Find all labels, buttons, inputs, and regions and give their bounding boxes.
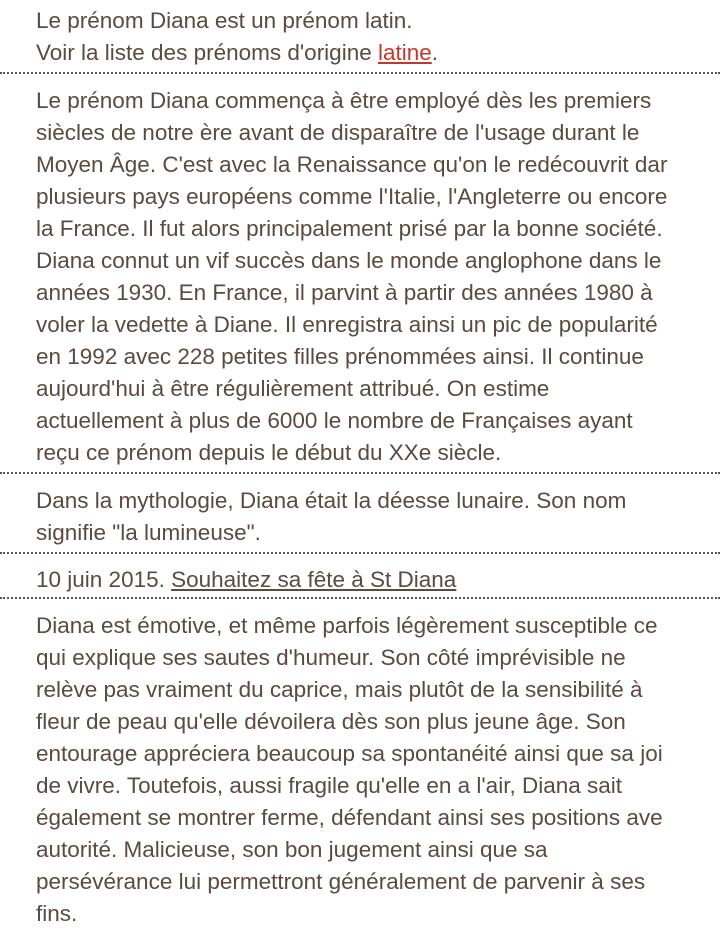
origin-list-suffix: .	[431, 40, 439, 65]
fete-section	[0, 554, 720, 599]
latin-origin-link[interactable]: latine	[377, 40, 432, 65]
history-line: actuellement à plus de 6000 le nombre de Françaises ayant	[36, 408, 633, 433]
history-section	[0, 74, 720, 474]
history-line: reçu ce prénom depuis le début du XXe siècle.	[36, 440, 502, 465]
personality-line: de vivre. Toutefois, aussi fragile qu'elle en a l'air, Diana sait	[36, 773, 622, 798]
personality-line: également se montrer ferme, défendant ainsi ses positions ave	[36, 805, 663, 830]
personality-line: Diana est émotive, et même parfois légèrement susceptible ce	[36, 613, 658, 638]
mythology-line: Dans la mythologie, Diana était la déesse lunaire. Son nom	[36, 488, 627, 513]
personality-line: qui explique ses sautes d'humeur. Son côté imprévisible ne	[36, 645, 626, 670]
history-line: aujourd'hui à être régulièrement attribué. On estime	[36, 376, 550, 401]
history-line: en 1992 avec 228 petites filles prénommées ainsi. Il continue	[36, 344, 644, 369]
personality-line: fins.	[36, 901, 78, 926]
history-line: plusieurs pays européens comme l'Italie, l'Angleterre ou encore	[36, 184, 668, 209]
history-line: années 1930. En France, il parvint à partir des années 1980 à	[36, 280, 653, 305]
history-line: Diana connut un vif succès dans le monde anglophone dans le	[36, 248, 662, 273]
history-line: Le prénom Diana commença à être employé dès les premiers	[36, 88, 652, 113]
mythology-line: signifie "la lumineuse".	[36, 520, 261, 545]
personality-line: fleur de peau qu'elle dévoilera dès son plus jeune âge. Son	[36, 709, 626, 734]
history-line: la France. Il fut alors principalement prisé par la bonne société.	[36, 216, 663, 241]
origin-text: Le prénom Diana est un prénom latin.	[36, 8, 413, 33]
personality-line: entourage appréciera beaucoup sa spontanéité ainsi que sa joi	[36, 741, 663, 766]
personality-line: persévérance lui permettront généralement de parvenir à ses	[36, 869, 646, 894]
history-line: siècles de notre ère avant de disparaître de l'usage durant le	[36, 120, 640, 145]
origin-list-prefix: Voir la liste des prénoms d'origine	[36, 40, 378, 65]
origin-section	[0, 0, 720, 74]
personality-line: autorité. Malicieuse, son bon jugement ainsi que sa	[36, 837, 548, 862]
fete-link[interactable]: Souhaitez sa fête à St Diana	[171, 567, 457, 592]
fete-line	[36, 564, 720, 596]
fete-date: 10 juin 2015.	[36, 567, 165, 592]
history-line: voler la vedette à Diane. Il enregistra ainsi un pic de popularité	[36, 312, 658, 337]
history-line: Moyen Âge. C'est avec la Renaissance qu'on le redécouvrit dar	[36, 152, 668, 177]
personality-line: relève pas vraiment du caprice, mais plutôt de la sensibilité à	[36, 677, 643, 702]
personality-section	[0, 599, 720, 930]
origin-list-line	[36, 37, 720, 69]
mythology-section	[0, 474, 720, 554]
